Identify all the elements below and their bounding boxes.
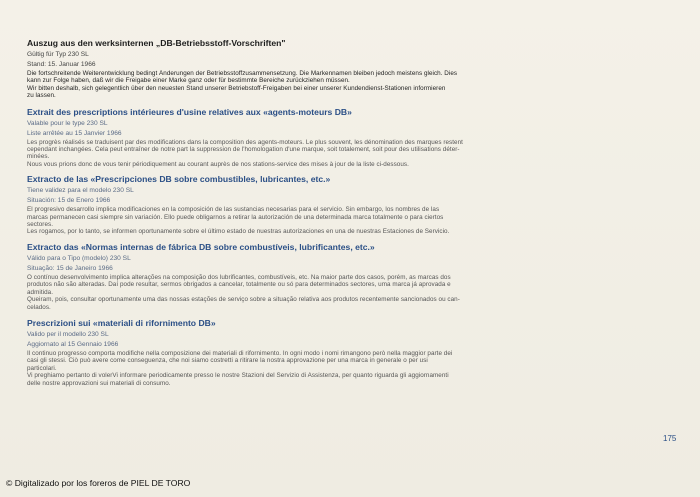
body-line: produtos não são alteradas. Daí pode resultar, sermos obrigados a cancelar, totalmente ou só para determinados sectores, uma marca já aprovada e <box>27 281 451 289</box>
section-2 <box>27 174 685 238</box>
section-3 <box>27 242 685 314</box>
body-line: Il continuo progresso comporta modifiche nella composizione dei materiali di rifornimento. In ogni modo i nomi rimangono però nella maggior parte dei <box>27 349 453 357</box>
body-line: cependant inchangées. Cela peut entraîner de notre part la suppression de l'homologation d'une marque, soit totalement, soit pour des utilisations déter- <box>27 146 460 154</box>
section-4 <box>27 318 685 387</box>
body-line: zu lassen. <box>27 92 56 100</box>
section-title: Prescrizioni sui «materiali di rifornimento DB» <box>27 317 216 328</box>
body-line: kann zur Folge haben, daß wir die Freigabe einer Marke ganz oder für bestimmte Bereiche zurückziehen müssen. <box>27 77 350 85</box>
section-date: Aggiornato al 15 Gennaio 1966 <box>27 340 119 348</box>
body-line: sectores. <box>27 221 53 229</box>
section-valid: Tiene validez para el modelo 230 SL <box>27 187 134 195</box>
body-line: Les progrès réalisés se traduisent par des modifications dans la composition des agents-moteurs. Le plus souvent, les dénomination des marques restent <box>27 138 463 146</box>
section-valid: Válido para o Tipo (modelo) 230 SL <box>27 254 131 262</box>
body-line: El progresivo desarrollo implica modificaciones en la composición de las sustancias necesarias para el servicio. Sin embargo, los nombres de las <box>27 206 440 214</box>
section-date: Stand: 15. Januar 1966 <box>27 61 96 68</box>
page-number: 175 <box>663 434 677 443</box>
body-line: Nous vous prions donc de vous tenir périodiquement au courant auprès de nos stations-service des mises à jour de la liste ci-dessous. <box>27 160 409 168</box>
body-line: celados. <box>27 303 51 311</box>
body-line: delle nostre approvazioni sui materiali di consumo. <box>27 379 171 387</box>
body-line: particolari. <box>27 364 57 372</box>
document-content <box>27 38 685 391</box>
body-line: admitida. <box>27 288 54 296</box>
section-valid: Valable pour le type 230 SL <box>27 119 108 127</box>
section-date: Situación: 15 de Enero 1966 <box>27 197 111 205</box>
body-line: O contínuo desenvolvimento implica alterações na composição dos lubrificantes, combustíveis, etc. Na maior parte dos casos, porém, as marcas dos <box>27 273 451 281</box>
section-title: Extracto das «Normas internas de fábrica DB sobre combustíveis, lubrificantes, etc.» <box>27 241 375 252</box>
body-line: casi gli stessi. Ciò può avere come conseguenza, che noi siamo costretti a ritirare la nostra approvazione per una marca in generale o per usi <box>27 357 428 365</box>
section-date: Situação: 15 de Janeiro 1966 <box>27 264 113 272</box>
section-1 <box>27 107 685 171</box>
body-line: Vi preghiamo pertanto di volerVi informare periodicamente presso le nostre Stazioni del Servizio di Assistenza, per quanto riguarda gli aggiornamenti <box>27 372 449 380</box>
section-0 <box>27 38 685 103</box>
body-line: Les rogamos, por lo tanto, se informen oportunamente sobre el último estado de nuestras autorizaciones en una de nuestras Estaciones de Servicio. <box>27 228 450 236</box>
section-title: Extracto de las «Prescripciones DB sobre combustibles, lubricantes, etc.» <box>27 174 331 185</box>
body-line: Queiram, pois, consultar oportunamente uma das nossas estações de serviço sobre a situação relativa aos produtos recentemente sancionados ou can- <box>27 296 460 304</box>
section-valid: Gültig für Typ 230 SL <box>27 51 89 58</box>
body-line: Die fortschreitende Weiterentwicklung bedingt Änderungen der Betriebsstoffzusammensetzung. Die Markennamen bleiben jedoch meistens gleich. Dies <box>27 70 458 77</box>
footer-credit: © Digitalizado por los foreros de PIEL DE TORO <box>6 478 191 488</box>
section-title: Extrait des prescriptions intérieures d'usine relatives aux «agents-moteurs DB» <box>27 106 352 117</box>
section-date: Liste arrêtée au 15 Janvier 1966 <box>27 129 122 137</box>
body-line: marcas permanecen casi siempre sin variación. Ello puede obligarnos a retirar la autorización de una determinada marca totalmente o para ciertos <box>27 213 444 221</box>
body-line: minées. <box>27 153 50 161</box>
section-title: Auszug aus den werksinternen „DB-Betriebsstoff-Vorschriften" <box>27 38 286 48</box>
body-line: Wir bitten deshalb, sich gelegentlich über den neuesten Stand unserer Betriebstoff-Freigaben bei einer unserer Kundendienst-Stationen informieren <box>27 84 446 92</box>
section-valid: Valido per il modello 230 SL <box>27 330 109 338</box>
